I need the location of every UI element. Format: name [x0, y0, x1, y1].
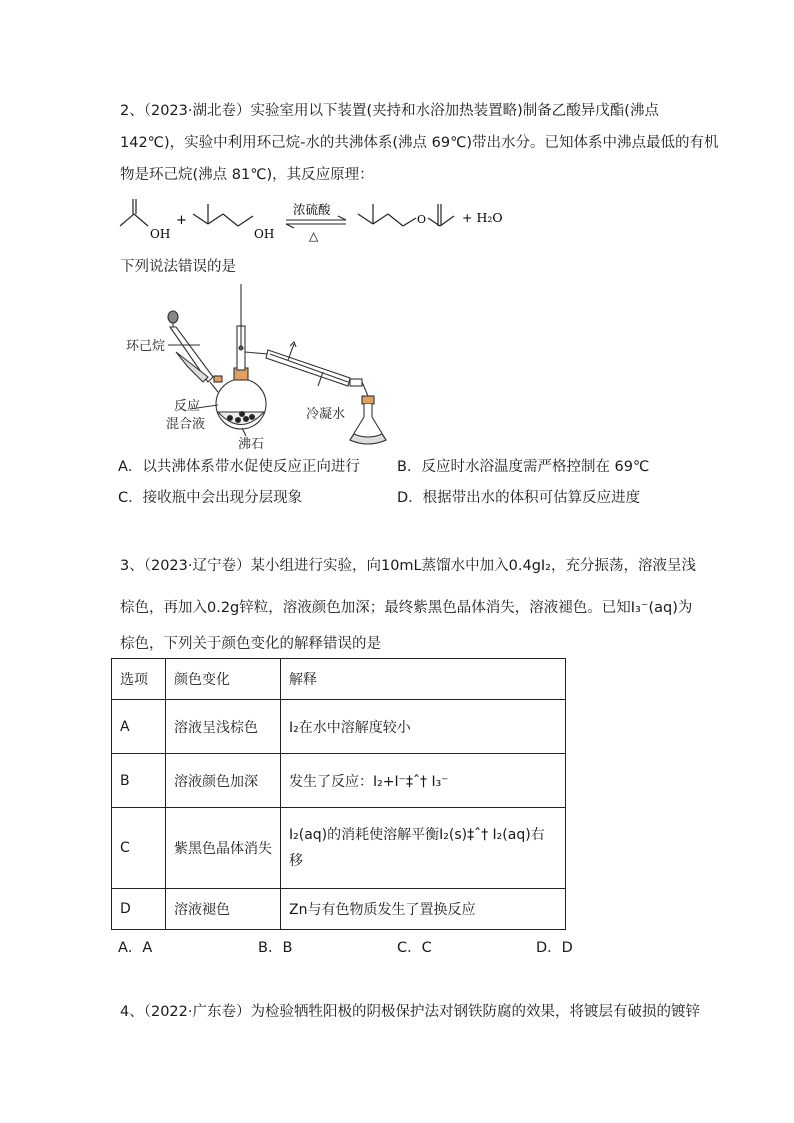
q2-option-c[interactable]: C．接收瓶中会出现分层现象 [118, 490, 303, 506]
row-option: A [112, 700, 166, 754]
plus-sign: + [176, 213, 187, 228]
q2-option-a[interactable]: A．以共沸体系带水促使反应正向进行 [118, 459, 360, 475]
q3-stem-line-1: 3、（2023·辽宁卷）某小组进行实验，向10mL蒸馏水中加入0.4gI₂，充分振荡，溶液呈浅 [120, 558, 696, 574]
label-mixture-2: 混合液 [166, 417, 206, 432]
q2-option-d[interactable]: D．根据带出水的体积可估算反应进度 [397, 490, 641, 506]
label-cyclohexane: 环己烷 [126, 339, 166, 354]
q3-explanation-table [111, 658, 566, 930]
q2-stem-line-3: 物是环己烷(沸点 81℃)，其反应原理： [120, 167, 374, 183]
q3-option-b[interactable]: B．B [258, 940, 293, 956]
catalyst-label: 浓硫酸 [293, 202, 331, 217]
row-color-change: 溶液颜色加深 [166, 754, 281, 808]
distillation-apparatus-diagram [118, 282, 398, 452]
label-cooling-water: 冷凝水 [306, 407, 346, 422]
table-row [112, 808, 566, 889]
q3-option-c[interactable]: C．C [397, 940, 432, 956]
q3-option-a[interactable]: A．A [118, 940, 153, 956]
q2-stem-line-2: 142℃)，实验中利用环己烷-水的共沸体系(沸点 69℃)带出水分。已知体系中沸点最低的有机 [120, 135, 719, 151]
row-option: D [112, 889, 166, 930]
q3-stem-line-3: 棕色，下列关于颜色变化的解释错误的是 [120, 636, 381, 652]
table-row [112, 700, 566, 754]
q2-question: 下列说法错误的是 [120, 259, 236, 275]
table-header-row [112, 659, 566, 700]
table-row [112, 754, 566, 808]
header-option: 选项 [112, 659, 166, 700]
row-option: B [112, 754, 166, 808]
table-row [112, 889, 566, 930]
alcohol-oh-label: OH [254, 227, 275, 241]
row-explanation-line-1: I₂(aq)的消耗使溶解平衡I₂(s)‡ˆ† I₂(aq)右 [289, 827, 545, 843]
heat-symbol: △ [309, 229, 319, 243]
q2-option-b[interactable]: B．反应时水浴温度需严格控制在 69℃ [397, 459, 650, 475]
row-explanation: Zn与有色物质发生了置换反应 [281, 889, 566, 930]
row-color-change: 溶液呈浅棕色 [166, 700, 281, 754]
acid-oh-label: OH [150, 227, 171, 241]
row-explanation-line-2: 移 [289, 853, 303, 869]
row-color-change: 溶液褪色 [166, 889, 281, 930]
q3-stem-line-2: 棕色，再加入0.2g锌粒，溶液颜色加深；最终紫黑色晶体消失，溶液褪色。已知I₃⁻(aq)为 [120, 600, 693, 616]
row-color-change: 紫黑色晶体消失 [166, 808, 281, 889]
q2-stem-line-1: 2、（2023·湖北卷）实验室用以下装置(夹持和水浴加热装置略)制备乙酸异戊酯(沸点 [120, 103, 659, 119]
q4-stem-line-1: 4、（2022·广东卷）为检验牺牲阳极的阴极保护法对钢铁防腐的效果，将镀层有破损的镀锌 [120, 1004, 700, 1020]
row-explanation: 发生了反应：I₂+I⁻‡ˆ† I₃⁻ [281, 754, 566, 808]
label-boiling-stone: 沸石 [238, 437, 265, 452]
header-color-change: 颜色变化 [166, 659, 281, 700]
row-explanation: I₂在水中溶解度较小 [281, 700, 566, 754]
ester-o-label: O [417, 213, 427, 226]
row-option: C [112, 808, 166, 889]
row-explanation [281, 808, 566, 889]
water-product: + H₂O [462, 210, 503, 225]
reaction-scheme [118, 196, 678, 244]
label-mixture-1: 反应 [174, 399, 201, 414]
header-explanation: 解释 [281, 659, 566, 700]
q3-option-d[interactable]: D．D [536, 940, 573, 956]
